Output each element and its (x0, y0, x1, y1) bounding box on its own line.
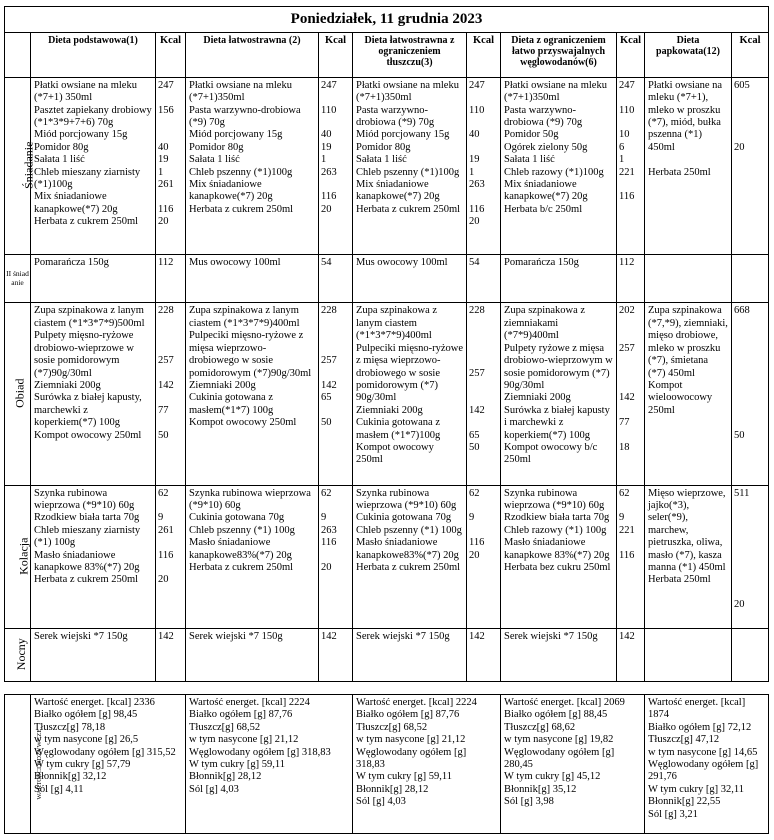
dinner-diet6-cell (501, 485, 617, 629)
menu-item: Cukinia gotowana 70g (356, 512, 452, 524)
menu-item: Ogórek zielony 50g (504, 141, 588, 153)
menu-item: Szynka rubinowa wieprzowa (*9*10) 60g (356, 487, 457, 512)
kcal-header: Kcal (467, 33, 501, 78)
nutrition-value: Węglowodany ogółem [g] 291,76 (648, 759, 759, 783)
menu-item: Zupa szpinakowa z lanym ciastem (*1*3*7*9)400ml (189, 305, 300, 329)
menu-item: Chleb mieszany ziarnisty (*1)100g (34, 166, 141, 191)
nutrition-diet6-cell (501, 695, 645, 834)
menu-item: Herbata z cukrem 250ml (34, 574, 139, 586)
nutrition-value: Tłuszcz[g] 68,52 (356, 721, 428, 733)
second-breakfast-diet6-kcal (617, 254, 645, 303)
menu-item: Cukinia gotowana 70g (189, 512, 285, 524)
dinner-diet12-cell (645, 485, 732, 629)
menu-item: Zupa szpinakowa z lanym ciastem (*1*3*7*9)500ml (34, 305, 145, 329)
menu-item: Sałata 1 liść (189, 154, 240, 166)
menu-item: Mix śniadaniowe kanapkowe(*7) 20g (189, 179, 273, 203)
night-diet6-cell (501, 629, 617, 682)
menu-item: Pasta warzywno-drobiowa (*9) 70g (189, 104, 301, 129)
lunch-diet3-cell (353, 303, 467, 485)
menu-item: Herbata z cukrem 250ml (189, 203, 294, 215)
menu-item: Mus owocowy 100ml (189, 256, 281, 268)
menu-item: Rzodkiew biała tarta 70g (34, 512, 140, 524)
menu-item: Chleb mieszany ziarnisty (*1) 100g (34, 524, 141, 549)
breakfast-diet6-cell (501, 77, 617, 254)
menu-item: Herbata bez cukru 250ml (504, 562, 611, 574)
lunch-diet1-cell (31, 303, 156, 485)
nutrition-value: Białko ogółem [g] 72,12 (648, 721, 752, 733)
diet6-header: Dieta z ograniczeniem łatwo przyswajalnych węglowodanów(6) (501, 33, 617, 78)
menu-item: Mix śniadaniowe kanapkowe(*7) 20g (504, 179, 588, 203)
second-breakfast-diet3-cell (353, 254, 467, 303)
meal-label-lunch: Obiad (5, 303, 31, 485)
page-title: Poniedziałek, 11 grudnia 2023 (5, 7, 769, 33)
nutrition-value: Wartość energet. [kcal] 1874 (648, 697, 746, 721)
menu-item: Herbata 250ml (648, 574, 711, 586)
menu-item: Chleb razowy (*1) 100g (504, 524, 607, 536)
kcal-values: 247 110 40 19 1 263 116 20 (469, 79, 485, 228)
breakfast-diet1-kcal (156, 77, 186, 254)
menu-item: Płatki owsiane na mleku (*7+1), mleko w proszku (*7), miód, bułka pszenna (*1) 450ml (648, 79, 723, 153)
nutrition-value: Błonnik[g] 32,12 (34, 771, 107, 783)
menu-item (648, 154, 728, 166)
nutrition-value: w tym nasycone [g] 26,5 (34, 734, 139, 746)
nutrition-value: Białko ogółem [g] 87,76 (189, 709, 293, 721)
menu-item: Pomidor 80g (34, 141, 89, 153)
kcal-header: Kcal (319, 33, 353, 78)
meal-label-breakfast: Śniadanie (5, 77, 31, 254)
kcal-values: 247 110 10 6 1 221 116 (619, 79, 635, 203)
menu-item: Płatki owsiane na mleku (*7+1)350ml (504, 79, 607, 104)
diet1-header: Dieta podstawowa(1) (31, 33, 156, 78)
kcal-values: 605 20 (734, 79, 750, 153)
menu-item: Pomarańcza 150g (504, 256, 579, 268)
meal-label-night: Nocny (5, 629, 31, 682)
kcal-values: 228 257 142 65 50 (469, 305, 485, 453)
menu-item: Zupa szpinakowa z ziemniakami (*7*9)400ml (504, 305, 586, 342)
menu-item: Szynka rubinowa wieprzowa (*9*10) 60g (189, 487, 311, 512)
nutrition-value: W tym cukry [g] 59,11 (356, 771, 452, 783)
menu-item: Mięso wieprzowe, jajko(*3), seler(*9), marchew, pietruszka, oliwa, masło (*7), kasza manna (*1) 450ml (648, 487, 726, 574)
menu-item: Masło śniadaniowe kanapkowe 83%(*7) 20g (504, 537, 610, 561)
nutrition-value: Błonnik[g] 35,12 (504, 783, 577, 795)
kcal-values: 112 (158, 256, 174, 268)
dinner-diet1-cell (31, 485, 156, 629)
menu-item: Serek wiejski *7 150g (356, 631, 450, 643)
nutrition-value: Wartość energet. [kcal] 2224 (189, 697, 310, 708)
night-diet2-cell (186, 629, 319, 682)
menu-item: Miód porcjowany 15g (356, 129, 450, 141)
kcal-values: 228 257 142 65 50 (321, 305, 337, 429)
menu-item: Cukinia gotowana z masłem(*1*7) 100g (189, 392, 274, 416)
menu-item: Zupa szpinakowa (*7,*9), ziemniaki, mięso drobiowe, mleko w proszku (*7), śmietana (*7) 450ml (648, 305, 728, 379)
lunch-diet12-cell (645, 303, 732, 485)
menu-item: Płatki owsiane na mleku (*7+1) 350ml (34, 79, 137, 104)
night-diet12-kcal (732, 629, 769, 682)
kcal-values: 54 (469, 256, 480, 268)
nutrition-value: Węglowodany ogółem [g] 318,83 (356, 746, 467, 771)
lunch-diet12-kcal (732, 303, 769, 485)
nutrition-value: Sól [g] 3,98 (504, 796, 554, 808)
menu-item: Ziemniaki 200g (504, 392, 571, 404)
nutrition-value: Węglowodany ogółem [g] 280,45 (504, 746, 615, 771)
dinner-diet2-cell (186, 485, 319, 629)
kcal-values: 112 (619, 256, 635, 268)
menu-item: Mus owocowy 100ml (356, 256, 448, 268)
kcal-header: Kcal (156, 33, 186, 78)
nutrition-value: Błonnik[g] 28,12 (189, 771, 262, 783)
menu-item: Zupa szpinakowa z lanym ciastem (*1*3*7*9)400ml (356, 305, 438, 342)
menu-item: Pomidor 80g (189, 141, 244, 153)
lunch-diet1-kcal (156, 303, 186, 485)
nutrition-value: Błonnik[g] 28,12 (356, 783, 429, 795)
nutrition-summary-row (5, 695, 769, 834)
night-diet12-cell (645, 629, 732, 682)
nutrition-value: w tym nasycone [g] 14,65 (648, 746, 758, 758)
dinner-diet12-kcal (732, 485, 769, 629)
kcal-values: 202 257 142 77 18 (619, 305, 635, 453)
menu-item: Cukinia gotowana z masłem (*1*7)100g (356, 417, 441, 441)
menu-item: Sałata 1 liść (34, 154, 85, 166)
kcal-values: 142 (321, 631, 337, 643)
nutrition-diet2-cell (186, 695, 353, 834)
night-diet3-cell (353, 629, 467, 682)
menu-item: Pulpety ryżowe z mięsa drobiowo-wieprzowym w sosie pomidorowym (*7) 90g/30ml (504, 342, 613, 391)
menu-item: Herbata z cukrem 250ml (189, 562, 294, 574)
kcal-values: 62 9 263 116 20 (321, 487, 337, 574)
nutrition-value: W tym cukry [g] 57,79 (34, 759, 131, 771)
menu-item: Pomarańcza 150g (34, 256, 109, 268)
dinner-diet2-kcal (319, 485, 353, 629)
night-diet3-kcal (467, 629, 501, 682)
nutrition-value: Białko ogółem [g] 98,45 (34, 709, 138, 721)
menu-item: Sałata 1 liść (356, 154, 407, 166)
menu-item: Pasta warzywno-drobiowa (*9) 70g (504, 104, 583, 129)
menu-item: Surówka z białej kapusty, marchewki z koperkiem(*7) 100g (34, 392, 142, 429)
breakfast-diet2-cell (186, 77, 319, 254)
kcal-values: 62 9 116 20 (469, 487, 485, 561)
lunch-row (5, 303, 769, 485)
nutrition-value: Węglowodany ogółem [g] 318,83 (189, 746, 331, 758)
lunch-diet2-kcal (319, 303, 353, 485)
nutrition-summary-table (4, 694, 769, 834)
breakfast-diet1-cell (31, 77, 156, 254)
night-row (5, 629, 769, 682)
menu-item: Pulpety mięsno-ryżowe drobiowo-wieprzowe w sosie pomidorowym (*7)90g/30ml (34, 330, 135, 379)
dinner-diet3-cell (353, 485, 467, 629)
nutrition-value: Sól [g] 4,03 (189, 783, 239, 795)
nutrition-value: Błonnik[g] 22,55 (648, 796, 721, 808)
menu-item: Chleb pszenny (*1)100g (189, 166, 293, 178)
breakfast-diet12-kcal (732, 77, 769, 254)
menu-item: Mix śniadaniowe kanapkowe(*7) 20g (34, 191, 118, 215)
menu-item: Masło śniadaniowe kanapkowe 83%(*7) 20g (34, 549, 140, 574)
nutrition-value: Sól [g] 4,03 (356, 796, 406, 808)
kcal-values: 511 20 (734, 487, 750, 611)
menu-item: Serek wiejski *7 150g (189, 631, 283, 643)
menu-item: Miód porcjowany 15g (189, 129, 283, 141)
kcal-values: 668 50 (734, 305, 750, 441)
breakfast-diet3-kcal (467, 77, 501, 254)
menu-item: Herbata b/c 250ml (504, 203, 583, 215)
menu-item: Masło śniadaniowe kanapkowe83%(*7) 20g (189, 537, 292, 561)
nutrition-value: Białko ogółem [g] 87,76 (356, 709, 460, 721)
second-breakfast-diet3-kcal (467, 254, 501, 303)
kcal-values: 142 (469, 631, 485, 643)
dinner-diet6-kcal (617, 485, 645, 629)
nutrition-value: W tym cukry [g] 59,11 (189, 759, 285, 771)
second-breakfast-diet12-kcal (732, 254, 769, 303)
menu-item: Chleb pszenny (*1) 100g (189, 524, 295, 536)
menu-item: Pomidor 50g (504, 129, 559, 141)
dinner-diet3-kcal (467, 485, 501, 629)
nutrition-value: W tym cukry [g] 45,12 (504, 771, 601, 783)
diet3-header: Dieta łatwostrawna z ograniczeniem tłuszczu(3) (353, 33, 467, 78)
nutrition-value: Sól [g] 4,11 (34, 783, 84, 795)
lunch-diet3-kcal (467, 303, 501, 485)
menu-item: Mix śniadaniowe kanapkowe(*7) 20g (356, 179, 440, 203)
nutrition-value: Węglowodany ogółem [g] 315,52 (34, 746, 176, 758)
nutrition-value: Tłuszcz[g] 78,18 (34, 721, 106, 733)
nutrition-value: w tym nasycone [g] 19,82 (504, 734, 614, 746)
menu-item: Masło śniadaniowe kanapkowe83%(*7) 20g (356, 537, 459, 561)
lunch-diet6-cell (501, 303, 617, 485)
nutrition-value: Tłuszcz[g] 68,52 (189, 721, 261, 733)
nutrition-value: w tym nasycone [g] 21,12 (189, 734, 299, 746)
second-breakfast-diet1-kcal (156, 254, 186, 303)
kcal-header: Kcal (617, 33, 645, 78)
menu-item: Chleb razowy (*1)100g (504, 166, 604, 178)
menu-item: Kompot owocowy 250ml (189, 417, 297, 429)
header-row (5, 33, 769, 78)
breakfast-diet2-kcal (319, 77, 353, 254)
lunch-diet6-kcal (617, 303, 645, 485)
kcal-values: 247 156 40 19 1 261 116 20 (158, 79, 174, 228)
menu-item: Pomidor 80g (356, 141, 411, 153)
kcal-values: 54 (321, 256, 332, 268)
breakfast-diet6-kcal (617, 77, 645, 254)
dinner-row (5, 485, 769, 629)
kcal-header: Kcal (732, 33, 769, 78)
nutrition-diet12-cell (645, 695, 769, 834)
menu-item: Kompot wieloowocowy 250ml (648, 379, 713, 416)
second-breakfast-row (5, 254, 769, 303)
menu-item: Kompot owocowy 250ml (34, 429, 142, 441)
nutrition-value: Wartość energet. [kcal] 2224 (356, 697, 477, 708)
nutrition-value: Białko ogółem [g] 88,45 (504, 709, 608, 721)
breakfast-diet12-cell (645, 77, 732, 254)
menu-item: Kompot owocowy b/c 250ml (504, 441, 598, 466)
nutrition-value: W tym cukry [g] 32,11 (648, 783, 744, 795)
night-diet2-kcal (319, 629, 353, 682)
second-breakfast-diet1-cell (31, 254, 156, 303)
nutrition-label: WARTOŚCI ODŻYWCZE (5, 695, 31, 834)
menu-item: Chleb pszenny (*1)100g (356, 166, 460, 178)
menu-item: Herbata z cukrem 250ml (356, 203, 461, 215)
nutrition-value: Wartość energet. [kcal] 2336 (34, 697, 155, 708)
corner-cell (5, 33, 31, 78)
night-diet1-cell (31, 629, 156, 682)
menu-item: Kompot owocowy 250ml (356, 441, 434, 466)
meal-label-dinner: Kolacja (5, 485, 31, 629)
kcal-values: 62 9 261 116 20 (158, 487, 174, 586)
second-breakfast-diet2-cell (186, 254, 319, 303)
menu-table (4, 6, 769, 682)
menu-item: Ziemniaki 200g (34, 379, 101, 391)
nutrition-diet3-cell (353, 695, 501, 834)
second-breakfast-diet6-cell (501, 254, 617, 303)
menu-item: Pulpeciki mięsno-ryżowe z mięsa wieprzowo-drobiowego w sosie pomidorowym (*7) 90g/30ml (356, 342, 464, 404)
menu-item: Szynka rubinowa wieprzowa (*9*10) 60g (34, 487, 135, 512)
kcal-values: 142 (158, 631, 174, 643)
menu-item: Pasztet zapiekany drobiowy (*1*3*9+7+6) 70g (34, 104, 152, 129)
nutrition-value: Wartość energet. [kcal] 2069 (504, 697, 625, 708)
menu-item: Chleb pszenny (*1) 100g (356, 524, 462, 536)
diet12-header: Dieta papkowata(12) (645, 33, 732, 78)
nutrition-value: w tym nasycone [g] 21,12 (356, 734, 466, 746)
menu-item: Ziemniaki 200g (356, 404, 423, 416)
menu-item: Surówka z białej kapusty i marchewki z koperkiem(*7) 100g (504, 404, 610, 441)
menu-item: Pulpeciki mięsno-ryżowe z mięsa wieprzowo-drobiowego w sosie pomidorowym (*7)90g/30ml (189, 330, 312, 379)
breakfast-row (5, 77, 769, 254)
nutrition-value: Sól [g] 3,21 (648, 808, 698, 820)
nutrition-value: Tłuszcz[g] 68,62 (504, 721, 576, 733)
nutrition-value: Tłuszcz[g] 47,12 (648, 734, 720, 746)
meal-label-second-breakfast: II śniad anie (5, 254, 31, 303)
menu-item: Szynka rubinowa wieprzowa (*9*10) 60g (504, 487, 605, 512)
lunch-diet2-cell (186, 303, 319, 485)
menu-item: Pasta warzywno-drobiowa (*9) 70g (356, 104, 435, 129)
menu-item: Rzodkiew biała tarta 70g (504, 512, 610, 524)
menu-item: Herbata 250ml (648, 166, 711, 178)
night-diet1-kcal (156, 629, 186, 682)
menu-item: Herbata z cukrem 250ml (34, 216, 139, 228)
night-diet6-kcal (617, 629, 645, 682)
menu-item: Herbata z cukrem 250ml (356, 562, 461, 574)
menu-item: Ziemniaki 200g (189, 379, 256, 391)
kcal-values: 247 110 40 19 1 263 116 20 (321, 79, 337, 215)
diet2-header: Dieta łatwostrawna (2) (186, 33, 319, 78)
nutrition-diet1-cell (31, 695, 186, 834)
second-breakfast-diet2-kcal (319, 254, 353, 303)
second-breakfast-diet12-cell (645, 254, 732, 303)
dinner-diet1-kcal (156, 485, 186, 629)
menu-item: Płatki owsiane na mleku (*7+1)350ml (356, 79, 459, 104)
menu-item: Serek wiejski *7 150g (504, 631, 598, 643)
kcal-values: 228 257 142 77 50 (158, 305, 174, 441)
menu-item: Miód porcjowany 15g (34, 129, 128, 141)
kcal-values: 62 9 221 116 (619, 487, 635, 561)
breakfast-diet3-cell (353, 77, 467, 254)
kcal-values: 142 (619, 631, 635, 643)
menu-item: Sałata 1 liść (504, 154, 555, 166)
menu-item: Płatki owsiane na mleku (*7+1)350ml (189, 79, 292, 104)
menu-item: Serek wiejski *7 150g (34, 631, 128, 643)
